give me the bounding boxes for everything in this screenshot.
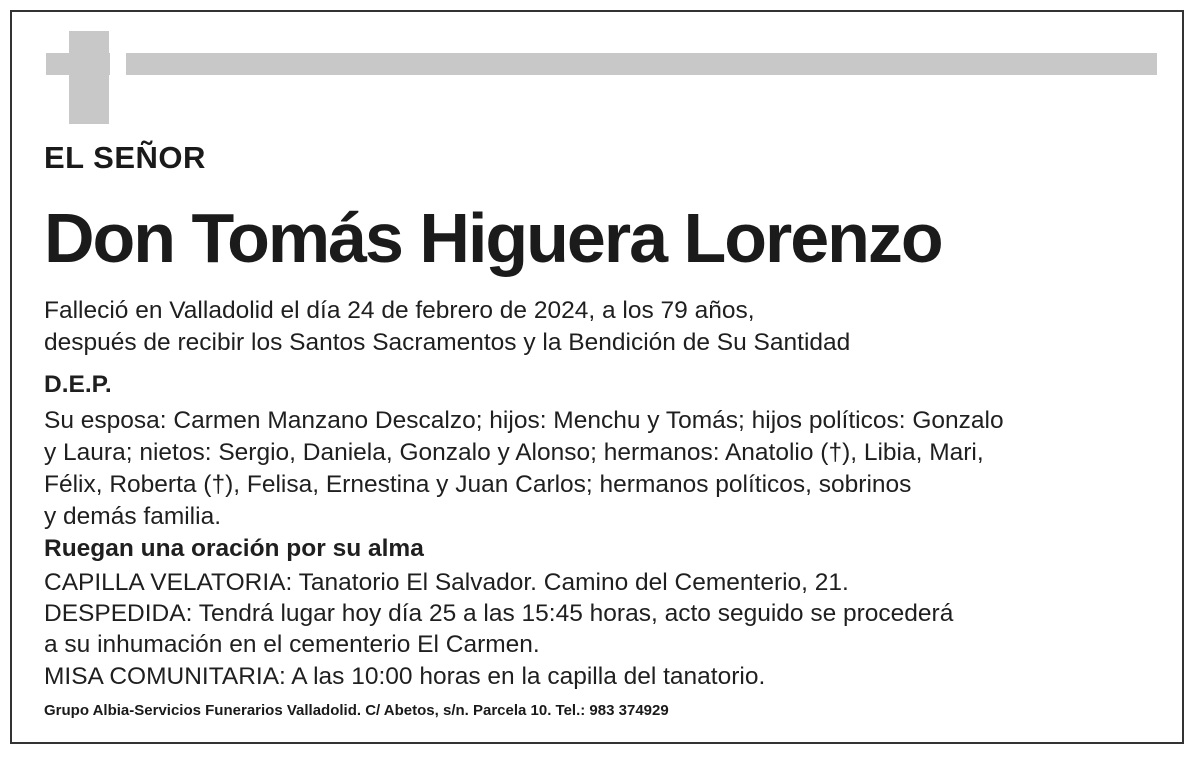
- family-line-3: Félix, Roberta (†), Felisa, Ernestina y Juan Carlos; hermanos políticos, sobrinos: [44, 471, 912, 498]
- notice-title: EL SEÑOR: [44, 140, 206, 175]
- prayer-heading: Ruegan una oración por su alma: [44, 535, 424, 562]
- cross-icon: [69, 31, 109, 124]
- death-line-2: después de recibir los Santos Sacramentos y la Bendición de Su Santidad: [44, 329, 851, 356]
- header-rule: [126, 53, 1157, 75]
- details-line-1: CAPILLA VELATORIA: Tanatorio El Salvador. Camino del Cementerio, 21.: [44, 569, 849, 596]
- funeral-home-footer: Grupo Albia-Servicios Funerarios Valladolid. C/ Abetos, s/n. Parcela 10. Tel.: 983 374929: [44, 702, 669, 719]
- family-line-2: y Laura; nietos: Sergio, Daniela, Gonzalo y Alonso; hermanos: Anatolio (†), Libia, Mari,: [44, 439, 984, 466]
- death-line-1: Falleció en Valladolid el día 24 de febrero de 2024, a los 79 años,: [44, 297, 755, 324]
- details-line-3: a su inhumación en el cementerio El Carmen.: [44, 631, 540, 658]
- details-line-2: DESPEDIDA: Tendrá lugar hoy día 25 a las 15:45 horas, acto seguido se procederá: [44, 600, 954, 627]
- family-line-4: y demás familia.: [44, 503, 222, 530]
- cross-icon-arm: [46, 53, 110, 75]
- family-line-1: Su esposa: Carmen Manzano Descalzo; hijos: Menchu y Tomás; hijos políticos: Gonzalo: [44, 407, 1004, 434]
- dep-label: D.E.P.: [44, 371, 112, 398]
- details-line-4: MISA COMUNITARIA: A las 10:00 horas en la capilla del tanatorio.: [44, 663, 766, 690]
- deceased-name: Don Tomás Higuera Lorenzo: [44, 199, 942, 277]
